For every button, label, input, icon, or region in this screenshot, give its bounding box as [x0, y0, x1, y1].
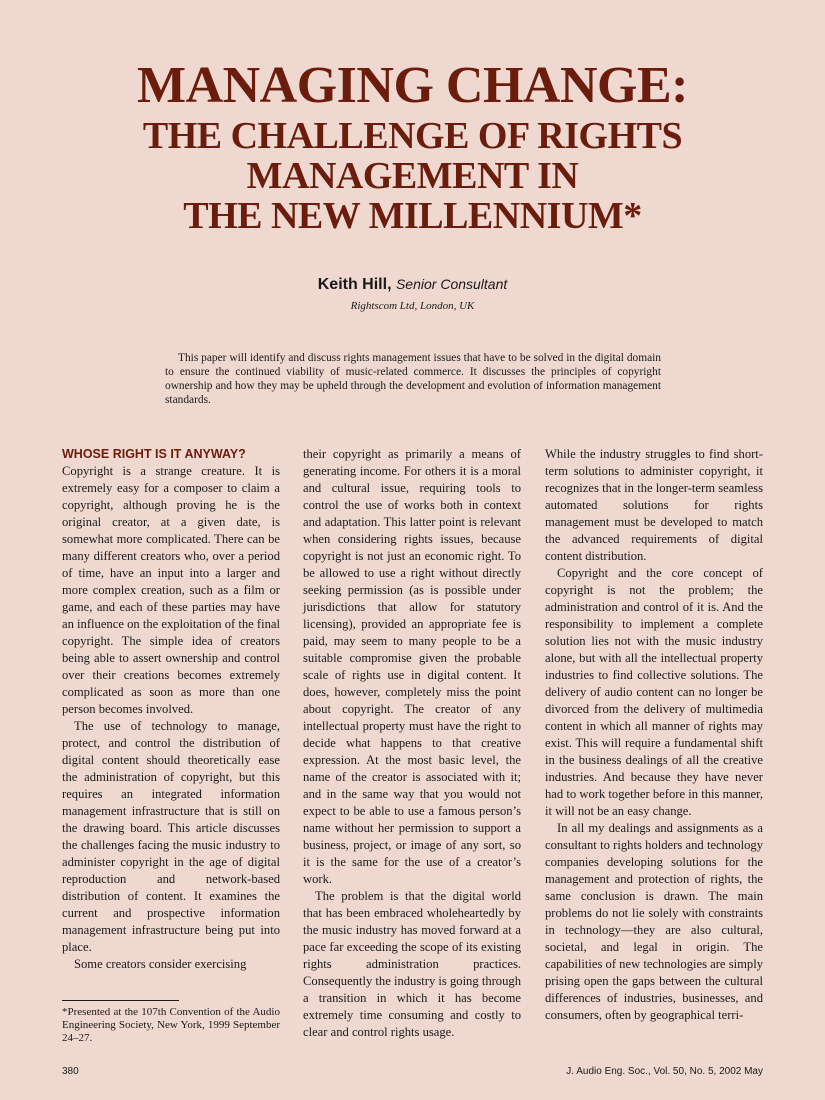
author-name: Keith Hill,: [317, 276, 392, 293]
author-line: [0, 276, 825, 294]
footnote-divider: [62, 1000, 179, 1001]
column-2: [303, 446, 521, 1041]
column-3: [545, 446, 763, 1024]
author-affiliation: Rightscom Ltd, London, UK: [350, 300, 475, 312]
page-title: [0, 57, 825, 237]
abstract: This paper will identify and discuss rights management issues that have to be solved in the digital domain to ensure the continued viability of music-related commerce. It discusses the principles of copyright ownership and how they may be upheld through the development and evolution of information management standards.: [165, 352, 661, 406]
paragraph: Copyright is a strange creature. It is extremely easy for a composer to claim a copyright, although proving he is the original creator, at a given date, is somewhat more complicated. There can be many different creators who, over a period of time, have an input into a larger and more complex creation, such as a film or game, and each of these parties may have an influence on the exploitation of the final copyright. The simple idea of creators being able to assert ownership and control over their creations becomes extremely complicated as soon as more than one person becomes involved.: [62, 464, 280, 716]
paragraph: their copyright as primarily a means of generating income. For others it is a moral and cultural issue, requiring tools to control the use of works both in context and adaptation. This latter point is relevant when considering rights issues, because copyright is not just an economic right. To be allowed to use a right without directly seeking permission (as is possible under jurisdictions that allow for statutory licensing), provided an appropriate fee is paid, may seem to many people to be a suitable compromise given the probable scale of rights use in digital content. It does, however, completely miss the point about copyright. The creator of any intellectual property must have the right to decide what happens to that creative expression. At the most basic level, the name of the creator is associated with it; and in the same way that you would not expect to be able to use a famous person’s name without her permission to support a business, project, or image of any sort, so it is the same for the use of a creator’s work.: [303, 447, 521, 886]
section-heading: WHOSE RIGHT IS IT ANYWAY?: [62, 447, 246, 461]
paragraph: The problem is that the digital world that has been embraced wholeheartedly by the music industry has moved forward at a pace far exceeding the scope of its existing rights administration practices. Consequently the industry is going through a transition in which it has become extremely time consuming and costly to clear and control rights usage.: [303, 889, 521, 1039]
title-line-4: THE NEW MILLENNIUM*: [183, 195, 642, 237]
paragraph: In all my dealings and assignments as a consultant to rights holders and technology companies developing solutions for the management and protection of rights, the same conclusion is drawn. The main problems do not lie solely with constraints in technology—they are also cultural, societal, and legal in origin. The capabilities of new technologies are simply prising open the gaps between the cultural differences of industries, businesses, and consumers, often by geographical terri-: [545, 821, 763, 1022]
paragraph: While the industry struggles to find short-term solutions to administer copyright, it recognizes that in the longer-term seamless automated solutions for rights management must be developed to match the advanced requirements of digital content distribution.: [545, 447, 763, 563]
paragraph: Copyright and the core concept of copyright is not the problem; the administration and control of it is. And the responsibility to implement a complete solution lies not with the music industry alone, but with all the intellectual property industries to find collective solutions. The delivery of audio content can no longer be divorced from the delivery of multimedia content in which all manner of rights may exist. This will require a fundamental shift in the business dealings of all the creative industries. And because they have never had to work together before in this manner, it will not be an easy change.: [545, 566, 763, 818]
title-line-1: MANAGING CHANGE:: [137, 57, 688, 114]
column-1: [62, 446, 280, 973]
paragraph: The use of technology to manage, protect, and control the distribution of digital content should theoretically ease the administration of copyright, but this requires an integrated information management infrastructure that is still on the drawing board. This article discusses the challenges facing the music industry to administer copyright in the age of digital reproduction and network-based distribution of content. It examines the current and prospective information management infrastructure being put into place.: [62, 719, 280, 954]
page-number: 380: [62, 1066, 79, 1077]
paragraph: Some creators consider exercising: [74, 957, 247, 971]
title-line-3: MANAGEMENT IN: [246, 155, 579, 197]
author-role: Senior Consultant: [395, 276, 508, 292]
footnote: *Presented at the 107th Convention of the Audio Engineering Society, New York, 1999 September 24–27.: [62, 1006, 280, 1044]
title-line-2: THE CHALLENGE OF RIGHTS: [142, 115, 683, 157]
journal-citation: J. Audio Eng. Soc., Vol. 50, No. 5, 2002 May: [566, 1066, 763, 1077]
